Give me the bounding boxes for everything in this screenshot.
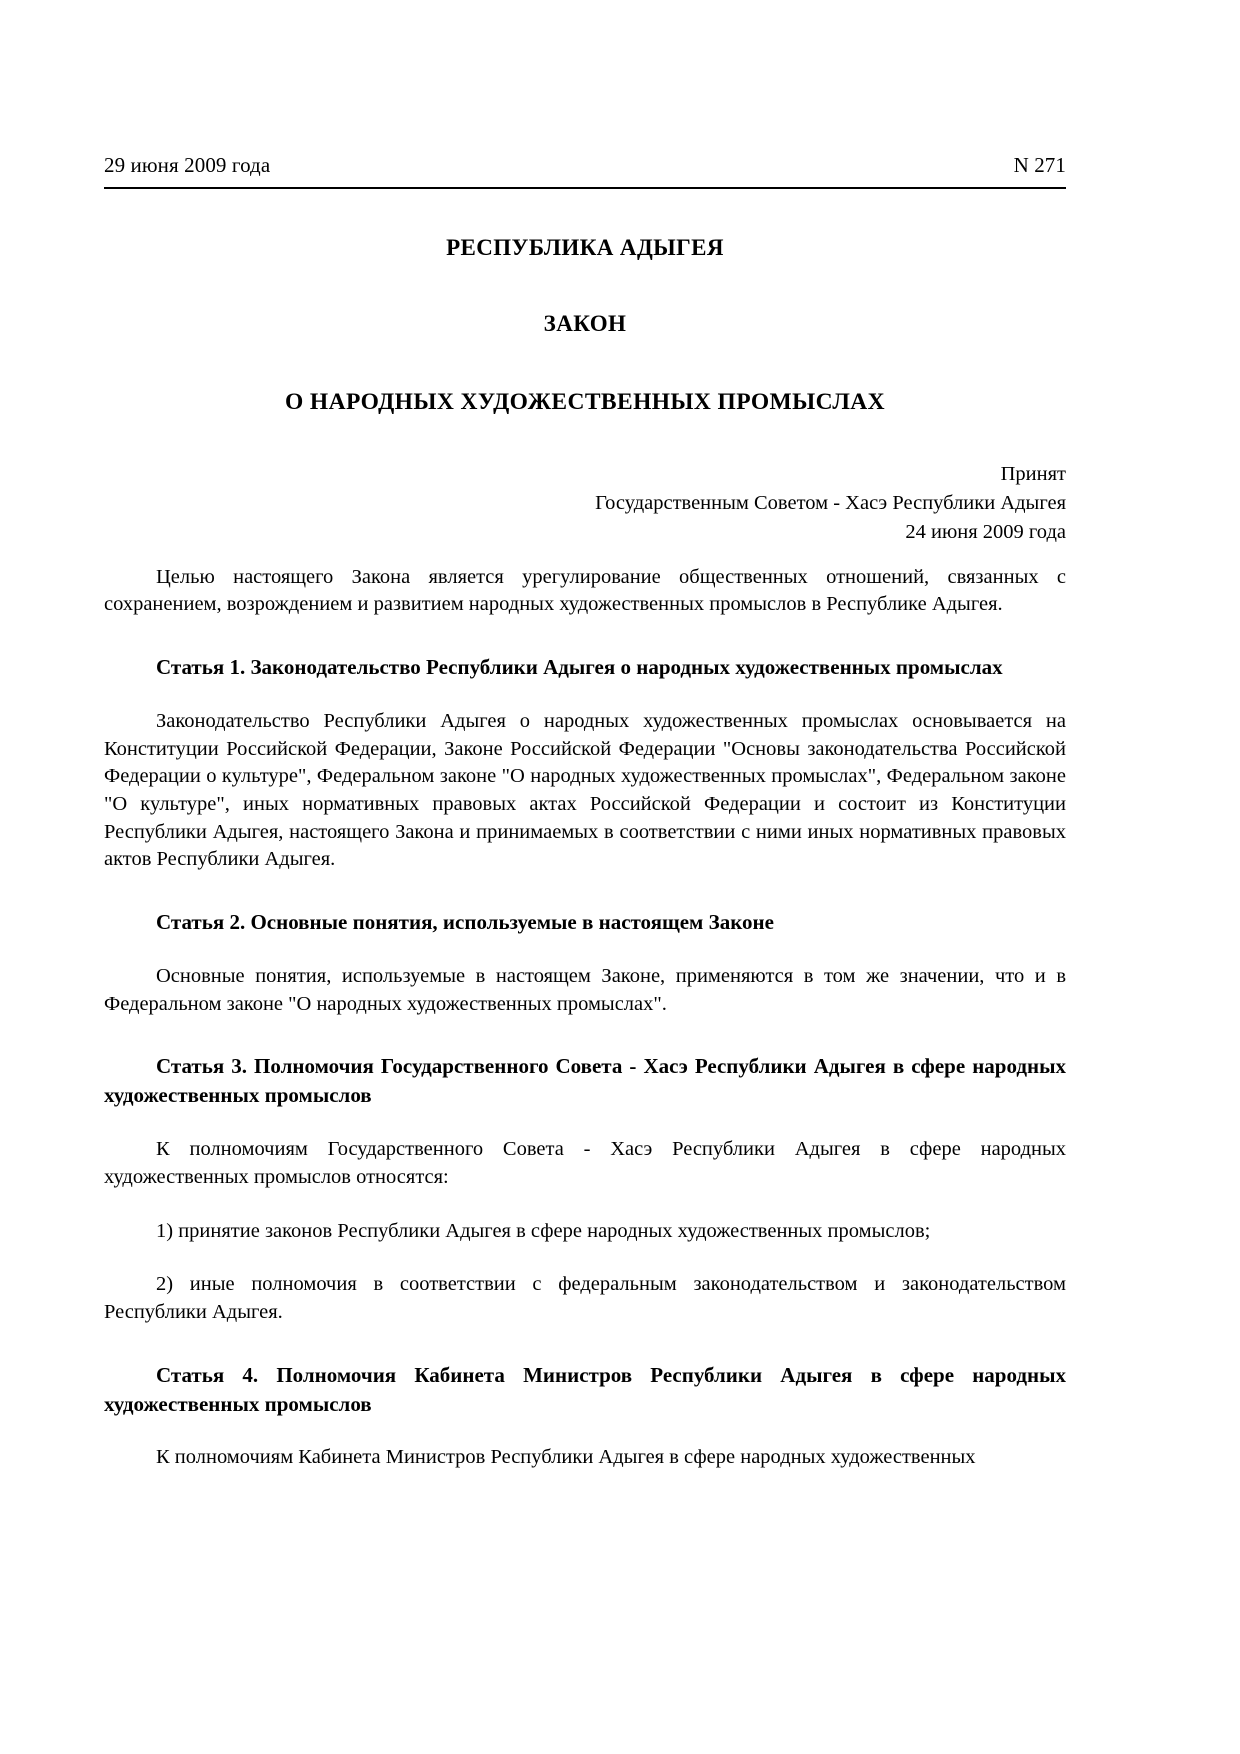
title-subject: О НАРОДНЫХ ХУДОЖЕСТВЕННЫХ ПРОМЫСЛАХ <box>284 389 886 416</box>
adoption-line-authority: Государственным Советом - Хасэ Республики Адыгея <box>595 492 1066 515</box>
title-block <box>104 235 1066 416</box>
article-1-heading: Статья 1. Законодательство Республики Адыгея о народных художественных промыслах <box>156 654 1003 679</box>
title-document-type: ЗАКОН <box>543 311 627 337</box>
spacer <box>104 548 1066 564</box>
article-3-item-2: 2) иные полномочия в соответствии с федеральным законодательством и законодательством Республики Адыгея. <box>104 1273 1066 1323</box>
adoption-block <box>104 460 1066 547</box>
article-2-paragraph-1: Основные понятия, используемые в настоящем Законе, применяются в том же значении, что и в Федеральном законе "О народных художественных промыслах". <box>104 964 1066 1015</box>
header-divider <box>104 187 1066 189</box>
preamble-paragraph: Целью настоящего Закона является урегулирование общественных отношений, связанных с сохранением, возрождением и развитием народных художественных промыслов в Республике Адыгея. <box>104 565 1066 616</box>
adoption-line-adopted: Принят <box>1000 463 1066 486</box>
title-republic: РЕСПУБЛИКА АДЫГЕЯ <box>446 235 724 261</box>
article-2-heading: Статья 2. Основные понятия, используемые в настоящем Законе <box>156 909 774 934</box>
document-header <box>104 152 1066 178</box>
article-4-paragraph-1: К полномочиям Кабинета Министров Республики Адыгея в сфере народных художественных <box>156 1446 976 1469</box>
article-1-paragraph-1: Законодательство Республики Адыгея о народных художественных промыслах основывается на Конституции Российской Федерации, Законе Российской Федерации "Основы законодательства Российской Федерации о культуре", Федеральном законе "О народных художественных промыслах", Федеральном законе "О культуре", иных нормативных правовых актах Российской Федерации и состоит из Конституции Республики Адыгея, настоящего Закона и принимаемых в соответствии с ними иных нормативных правовых актов Республики Адыгея. <box>104 709 1066 871</box>
article-4-heading: Статья 4. Полномочия Кабинета Министров Республики Адыгея в сфере народных художественных промыслов <box>104 1362 1066 1416</box>
article-3-paragraph-1: К полномочиям Государственного Совета - Хасэ Республики Адыгея в сфере народных художественных промыслов относятся: <box>104 1138 1066 1188</box>
article-3-item-1: 1) принятие законов Республики Адыгея в сфере народных художественных промыслов; <box>156 1219 931 1242</box>
article-3-heading: Статья 3. Полномочия Государственного Совета - Хасэ Республики Адыгея в сфере народных художественных промыслов <box>104 1054 1066 1108</box>
document-date: 29 июня 2009 года <box>104 153 271 177</box>
page-content <box>104 152 1066 1472</box>
document-number: N 271 <box>1013 153 1066 177</box>
adoption-line-date: 24 июня 2009 года <box>905 521 1066 544</box>
